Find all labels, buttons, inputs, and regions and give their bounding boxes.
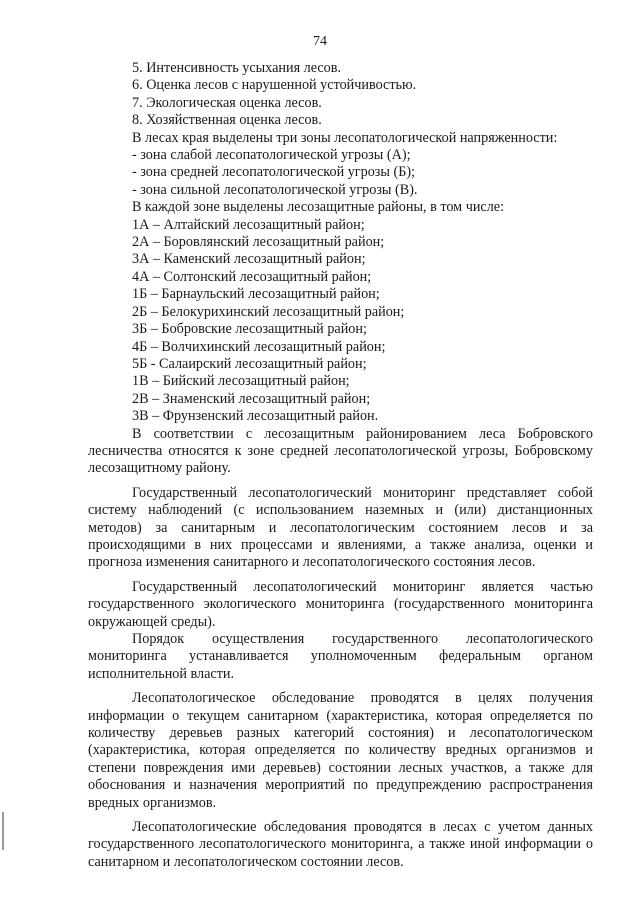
district-item: 3Б – Бобровские лесозащитный район; [132, 321, 367, 338]
document-body [88, 60, 593, 871]
list-item: 6. Оценка лесов с нарушенной устойчивостью. [132, 77, 417, 94]
paragraph: Государственный лесопатологический мониторинг представляет собой систему наблюдений (с использованием наземных и (или) дистанционных методов) за санитарным и лесопатологическим состоянием лесов и за происходящими в них процессами и явлениями, а также анализа, оценки и прогноза изменения санитарного и лесопатологического состояния лесов. [88, 484, 593, 571]
list-item: 5. Интенсивность усыхания лесов. [132, 60, 342, 76]
zone-item: - зона сильной лесопатологической угрозы (В). [132, 181, 418, 198]
page-number: 74 [313, 34, 327, 49]
paragraph: В соответствии с лесозащитным районированием леса Бобровского лесничества относятся к зоне средней лесопатологической угрозы, Бобровскому лесозащитному району. [88, 425, 593, 477]
paragraph: Лесопатологическое обследование проводятся в целях получения информации о текущем санитарном (характеристика, которая определяется по количеству деревьев разных категорий состояния) и лесопатологическом (характеристика, которая определяется по количеству вредных организмов и степени повреждения ими деревьев) состоянии лесных участков, а также для обоснования и назначения мероприятий по предупреждению распространения вредных организмов. [88, 690, 593, 811]
district-item: 1Б – Барнаульский лесозащитный район; [132, 286, 380, 303]
list-item: 7. Экологическая оценка лесов. [132, 94, 322, 111]
district-item: 4Б – Волчихинский лесозащитный район; [132, 338, 386, 355]
district-item: 2А – Боровлянский лесозащитный район; [132, 234, 385, 251]
district-item: 4А – Солтонский лесозащитный район; [132, 268, 372, 285]
district-item: 3В – Фрунзенский лесозащитный район. [132, 408, 379, 425]
districts-intro: В каждой зоне выделены лесозащитные районы, в том числе: [132, 199, 505, 216]
zone-item: - зона средней лесопатологической угрозы (Б); [132, 164, 416, 181]
list-item: 8. Хозяйственная оценка лесов. [132, 112, 322, 129]
district-item: 5Б - Салаирский лесозащитный район; [132, 355, 367, 372]
district-item: 3А – Каменский лесозащитный район; [132, 251, 366, 268]
scan-edge-mark [2, 812, 4, 850]
district-item: 1А – Алтайский лесозащитный район; [132, 216, 365, 233]
zone-item: - зона слабой лесопатологической угрозы (А); [132, 147, 411, 164]
paragraph: Порядок осуществления государственного лесопатологического мониторинга устанавливается уполномоченным федеральным органом исполнительной власти. [88, 631, 593, 682]
district-item: 1В – Бийский лесозащитный район; [132, 373, 350, 390]
paragraph: Государственный лесопатологический мониторинг является частью государственного экологического мониторинга (государственного мониторинга окружающей среды). [88, 578, 593, 630]
district-item: 2В – Знаменский лесозащитный район; [132, 390, 371, 407]
zones-intro: В лесах края выделены три зоны лесопатологической напряженности: [132, 129, 558, 146]
district-item: 2Б – Белокурихинский лесозащитный район; [132, 303, 405, 320]
paragraph: Лесопатологические обследования проводятся в лесах с учетом данных государственного лесопатологического мониторинга, а также иной информации о санитарном и лесопатологическом состоянии лесов. [88, 819, 593, 870]
